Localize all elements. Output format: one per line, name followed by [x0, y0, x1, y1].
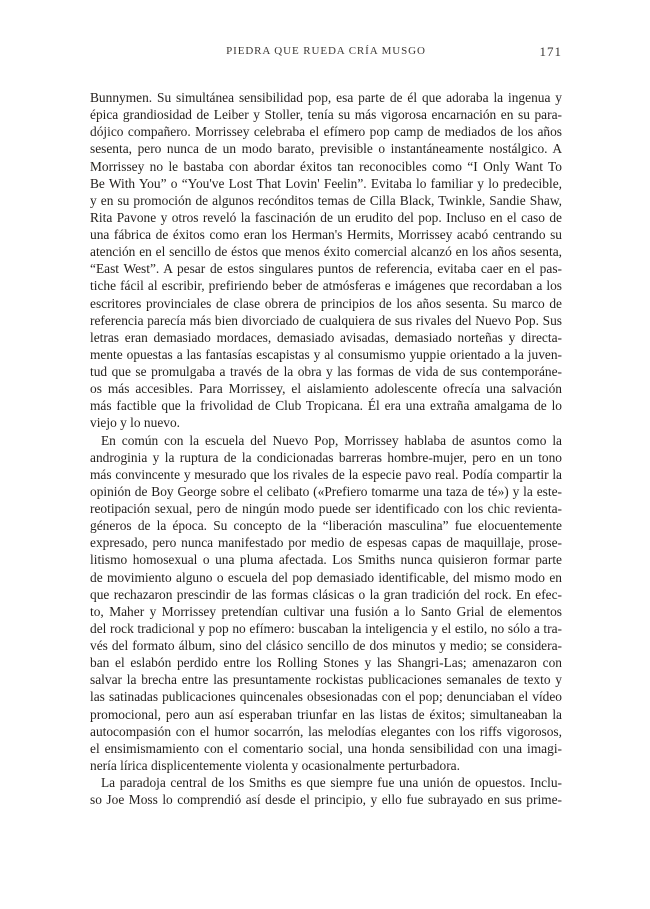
text-line: expresado, pero nunca manifestado por medio de espesas capas de maquillaje, prose- — [90, 535, 562, 551]
text-line: el ensimismamiento con el comentario social, una honda sensibilidad con una imagi- — [90, 740, 562, 756]
running-title: PIEDRA QUE RUEDA CRÍA MUSGO — [226, 45, 426, 57]
text-line: mente opuestas a las fantasías escapistas y al consumismo yuppie orientado a la juven- — [90, 346, 562, 362]
text-line: que rechazaron prescindir de las formas clásicas o la gran tradición del rock. En efec- — [90, 586, 562, 602]
text-line: tiche fácil al escribir, prefiriendo beber de atmósferas e imágenes que recordaban a los — [90, 278, 562, 294]
text-line: litismo homosexual o una pluma afectada. Los Smiths nunca quisieron formar parte — [90, 552, 562, 568]
text-line: nería lírica displicentemente violenta y ocasionalmente perturbadora. — [90, 757, 460, 773]
text-line: Be With You” o “You've Lost That Lovin' Feelin”. Evitaba lo familiar y lo predecible, — [90, 175, 562, 191]
text-line: tud que se promulgaba a través de la obra y las formas de vida de sus contemporáne- — [90, 364, 562, 379]
text-line: de movimiento alguno o escuela del pop demasiado identificable, del mismo modo en — [90, 569, 562, 585]
text-line: épica grandiosidad de Leiber y Stoller, tenía su más vigorosa encarnación en su para- — [90, 107, 562, 123]
page-number: 171 — [539, 44, 562, 59]
text-line: androginia y la ruptura de la condicionadas barreras hombre-mujer, pero en un tono — [90, 449, 562, 465]
text-line: Morrissey no le bastaba con abordar éxitos tan reconocibles como “I Only Want To — [90, 158, 562, 174]
text-line: reotipación sexual, pero de ningún modo puede ser identificado con los chic revienta- — [90, 501, 562, 516]
text-line: referencia parecía más bien divorciado de cualquiera de sus rivales del Nuevo Pop. Sus — [90, 312, 562, 328]
paragraph — [90, 89, 562, 432]
text-line: sesenta, pero nunca de un modo barato, previsible o instantáneamente nostálgico. A — [90, 141, 562, 157]
text-line: Rita Pavone y otros reveló la fascinación de un erudito del pop. Incluso en el caso de — [90, 209, 562, 225]
text-line: to, Maher y Morrissey pretendían cultivar una fusión a lo Santo Grial de elementos — [90, 603, 562, 619]
text-line: vés del formato álbum, sino del clásico sencillo de dos minutos y medio; se considera- — [90, 638, 562, 653]
text-line: las satinadas publicaciones quincenales obsesionadas con el pop; denunciaban el vídeo — [90, 689, 562, 705]
text-line: una fábrica de éxitos como eran los Herman's Hermits, Morrissey acabó centrando su — [90, 227, 562, 242]
text-line: so Joe Moss lo comprendió así desde el principio, y ello fue subrayado en sus prime- — [90, 792, 562, 808]
text-line: géneros de la época. Su concepto de la “liberación masculina” fue elocuentemente — [90, 518, 562, 534]
text-line: promocional, pero aun así esperaban triunfar en las listas de éxitos; simultaneaban la — [90, 706, 562, 722]
text-line: os más accesibles. Para Morrissey, el aislamiento adolescente ofrecía una salvación — [90, 381, 562, 397]
text-line: autocompasión con el humor socarrón, las melodías elegantes con los riffs vigorosos, — [90, 723, 562, 739]
text-line: escritores provinciales de clase obrera de principios de los años sesenta. Su marco de — [90, 295, 562, 311]
text-line: ban el eslabón perdido entre los Rolling Stones y las Shangri-Las; amenazaron con — [90, 655, 562, 671]
text-line: atención en el sencillo de éstos que menos éxito comercial alcanzó en los años sesenta, — [90, 244, 562, 260]
text-line: La paradoja central de los Smiths es que siempre fue una unión de opuestos. Inclu- — [101, 775, 562, 790]
paragraph — [90, 432, 562, 775]
text-line: viejo y lo nuevo. — [90, 415, 181, 431]
text-line: dójico compañero. Morrissey celebraba el efímero pop camp de mediados de los años — [90, 124, 562, 140]
text-line: más convincente y mesurado que los rivales de la especie pavo real. Podía compartir la — [90, 466, 562, 482]
paragraph — [90, 774, 562, 808]
text-line: letras eran demasiado mordaces, demasiado avisadas, demasiado norteñas y directa- — [90, 329, 562, 345]
body-text — [90, 89, 562, 808]
text-line: y en su promoción de algunos recónditos temas de Cilla Black, Twinkle, Sandie Shaw, — [90, 192, 562, 208]
text-line: del rock tradicional y pop no efímero: buscaban la inteligencia y el estilo, no sólo a tra- — [90, 620, 562, 636]
text-line: opinión de Boy George sobre el celibato («Prefiero tomarme una taza de té») y la este- — [90, 483, 562, 499]
text-line: salvar la brecha entre las presuntamente rockistas publicaciones semanales de texto y — [90, 672, 562, 688]
text-line: Bunnymen. Su simultánea sensibilidad pop, esa parte de él que adoraba la ingenua y — [90, 90, 562, 105]
text-line: En común con la escuela del Nuevo Pop, Morrissey hablaba de asuntos como la — [101, 432, 562, 448]
text-line: “East West”. A pesar de estos singulares puntos de referencia, evitaba caer en el pas- — [90, 261, 562, 277]
running-header — [90, 45, 562, 61]
text-line: más factible que la frivolidad de Club Tropicana. Él era una extraña amalgama de lo — [90, 398, 562, 414]
